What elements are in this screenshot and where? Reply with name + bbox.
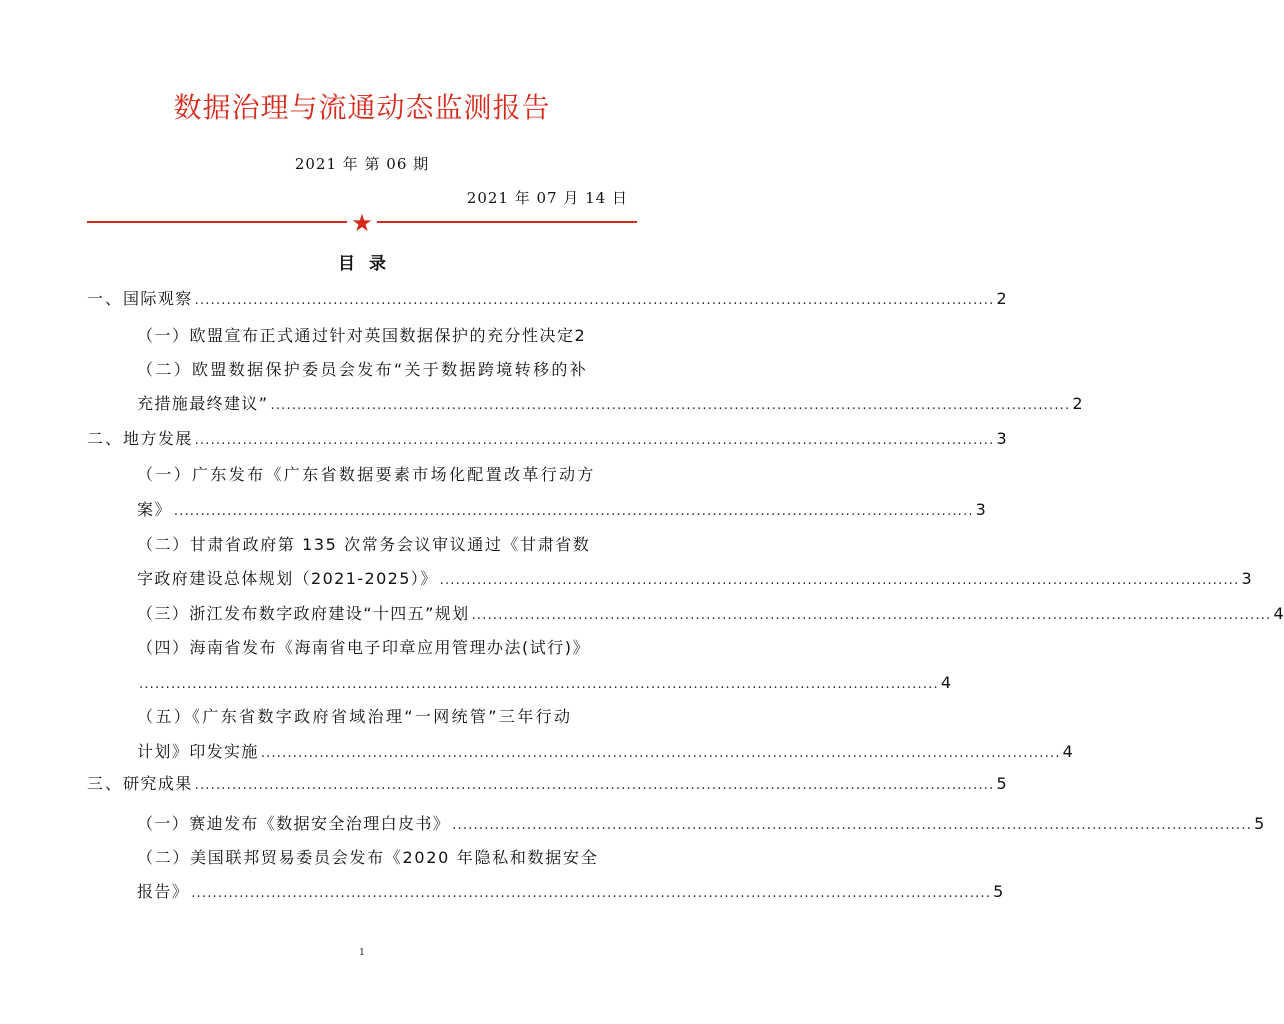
toc-page-number: 5 — [993, 882, 1004, 901]
toc-leader: ...................................................................................................................................................... — [139, 677, 939, 692]
toc-entry-line1[interactable] — [137, 463, 630, 487]
toc-heading: 目录 — [338, 254, 400, 274]
toc-leader: ...................................................................................................................................................... — [173, 504, 974, 519]
toc-section-label: 国际观察 — [123, 289, 193, 308]
toc-entry-line1[interactable] — [137, 846, 630, 870]
toc-page-number: 4 — [1273, 604, 1284, 623]
toc-leader: ...................................................................................................................................................... — [194, 433, 995, 448]
report-title: 数据治理与流通动态监测报告 — [173, 91, 551, 124]
toc-entry[interactable] — [137, 812, 1265, 838]
toc-page-number: 2 — [1072, 394, 1083, 413]
toc-leader: ...................................................................................................................................................... — [439, 573, 1240, 588]
toc-leader: ...................................................................................................................................................... — [260, 746, 1061, 761]
toc-entry[interactable] — [137, 567, 1252, 593]
toc-section-label: 研究成果 — [123, 774, 193, 793]
toc-section-international[interactable] — [87, 287, 1007, 313]
page-number: 1 — [359, 948, 365, 958]
toc-entry-line1[interactable] — [137, 358, 630, 382]
toc-page-number: 4 — [940, 673, 952, 692]
toc-entry[interactable] — [137, 671, 952, 697]
toc-page-number: 3 — [1241, 569, 1252, 588]
toc-entry[interactable] — [137, 740, 1073, 766]
toc-entry-label-cont: 报告》 — [137, 882, 190, 901]
toc-entry[interactable] — [137, 880, 1004, 906]
toc-entry-label-cont: 案》 — [137, 500, 172, 519]
toc-page-number: 3 — [975, 500, 986, 519]
toc-entry-label: （二）甘肃省政府第 135 次常务会议审议通过《甘肃省数 — [137, 535, 591, 554]
toc-page-number: 3 — [996, 429, 1007, 448]
toc-section-label: 地方发展 — [123, 429, 193, 448]
toc-section-local[interactable] — [87, 427, 1007, 453]
toc-entry-label: （五）《广东省数字政府省域治理“一网统管”三年行动 — [137, 707, 573, 726]
toc-entry[interactable] — [137, 392, 1083, 418]
issue-number: 2021 年 第 06 期 — [294, 155, 430, 173]
toc-entry[interactable] — [137, 602, 1284, 628]
toc-section-research[interactable] — [87, 772, 1007, 798]
toc-leader: ...................................................................................................................................................... — [194, 778, 995, 793]
toc-entry-line1[interactable] — [137, 533, 630, 557]
toc-entry-label: （四）海南省发布《海南省电子印章应用管理办法(试行)》 — [137, 638, 590, 657]
toc-page-number: 5 — [1254, 814, 1265, 833]
toc-leader: ...................................................................................................................................................... — [194, 293, 995, 308]
toc-entry-label: （二）美国联邦贸易委员会发布《2020 年隐私和数据安全 — [137, 848, 599, 867]
toc-entry[interactable] — [137, 498, 986, 524]
toc-entry-line1[interactable] — [137, 636, 630, 660]
toc-leader: ...................................................................................................................................................... — [452, 818, 1253, 833]
toc-entry-label: （一）欧盟宣布正式通过针对英国数据保护的充分性决定 — [137, 326, 575, 345]
issue-date: 2021 年 07 月 14 日 — [466, 189, 628, 207]
star-icon: ★ — [347, 210, 377, 236]
toc-page-number: 5 — [996, 774, 1007, 793]
toc-leader: ...................................................................................................................................................... — [471, 608, 1272, 623]
toc-page-number: 4 — [1062, 742, 1073, 761]
toc-entry-label: （一）广东发布《广东省数据要素市场化配置改革行动方 — [137, 465, 596, 484]
toc-entry[interactable] — [137, 324, 630, 348]
toc-entry-label: （三）浙江发布数字政府建设“十四五”规划 — [137, 604, 470, 623]
toc-entry-label-cont: 计划》印发实施 — [137, 742, 259, 761]
toc-page-number: 2 — [996, 289, 1007, 308]
toc-entry-line1[interactable] — [137, 705, 630, 729]
toc-entry-label: （二）欧盟数据保护委员会发布“关于数据跨境转移的补 — [137, 360, 589, 379]
toc-entry-label-cont: 充措施最终建议” — [137, 394, 269, 413]
toc-entry-label: （一）赛迪发布《数据安全治理白皮书》 — [137, 814, 451, 833]
toc-section-number: 一、 — [87, 289, 124, 308]
toc-page-number: 2 — [574, 326, 585, 345]
toc-section-number: 二、 — [87, 429, 124, 448]
toc-entry-label-cont: 字政府建设总体规划（2021-2025）》 — [137, 569, 438, 588]
toc-leader: ...................................................................................................................................................... — [191, 886, 992, 901]
toc-section-number: 三、 — [87, 774, 124, 793]
toc-leader: ...................................................................................................................................................... — [270, 398, 1071, 413]
